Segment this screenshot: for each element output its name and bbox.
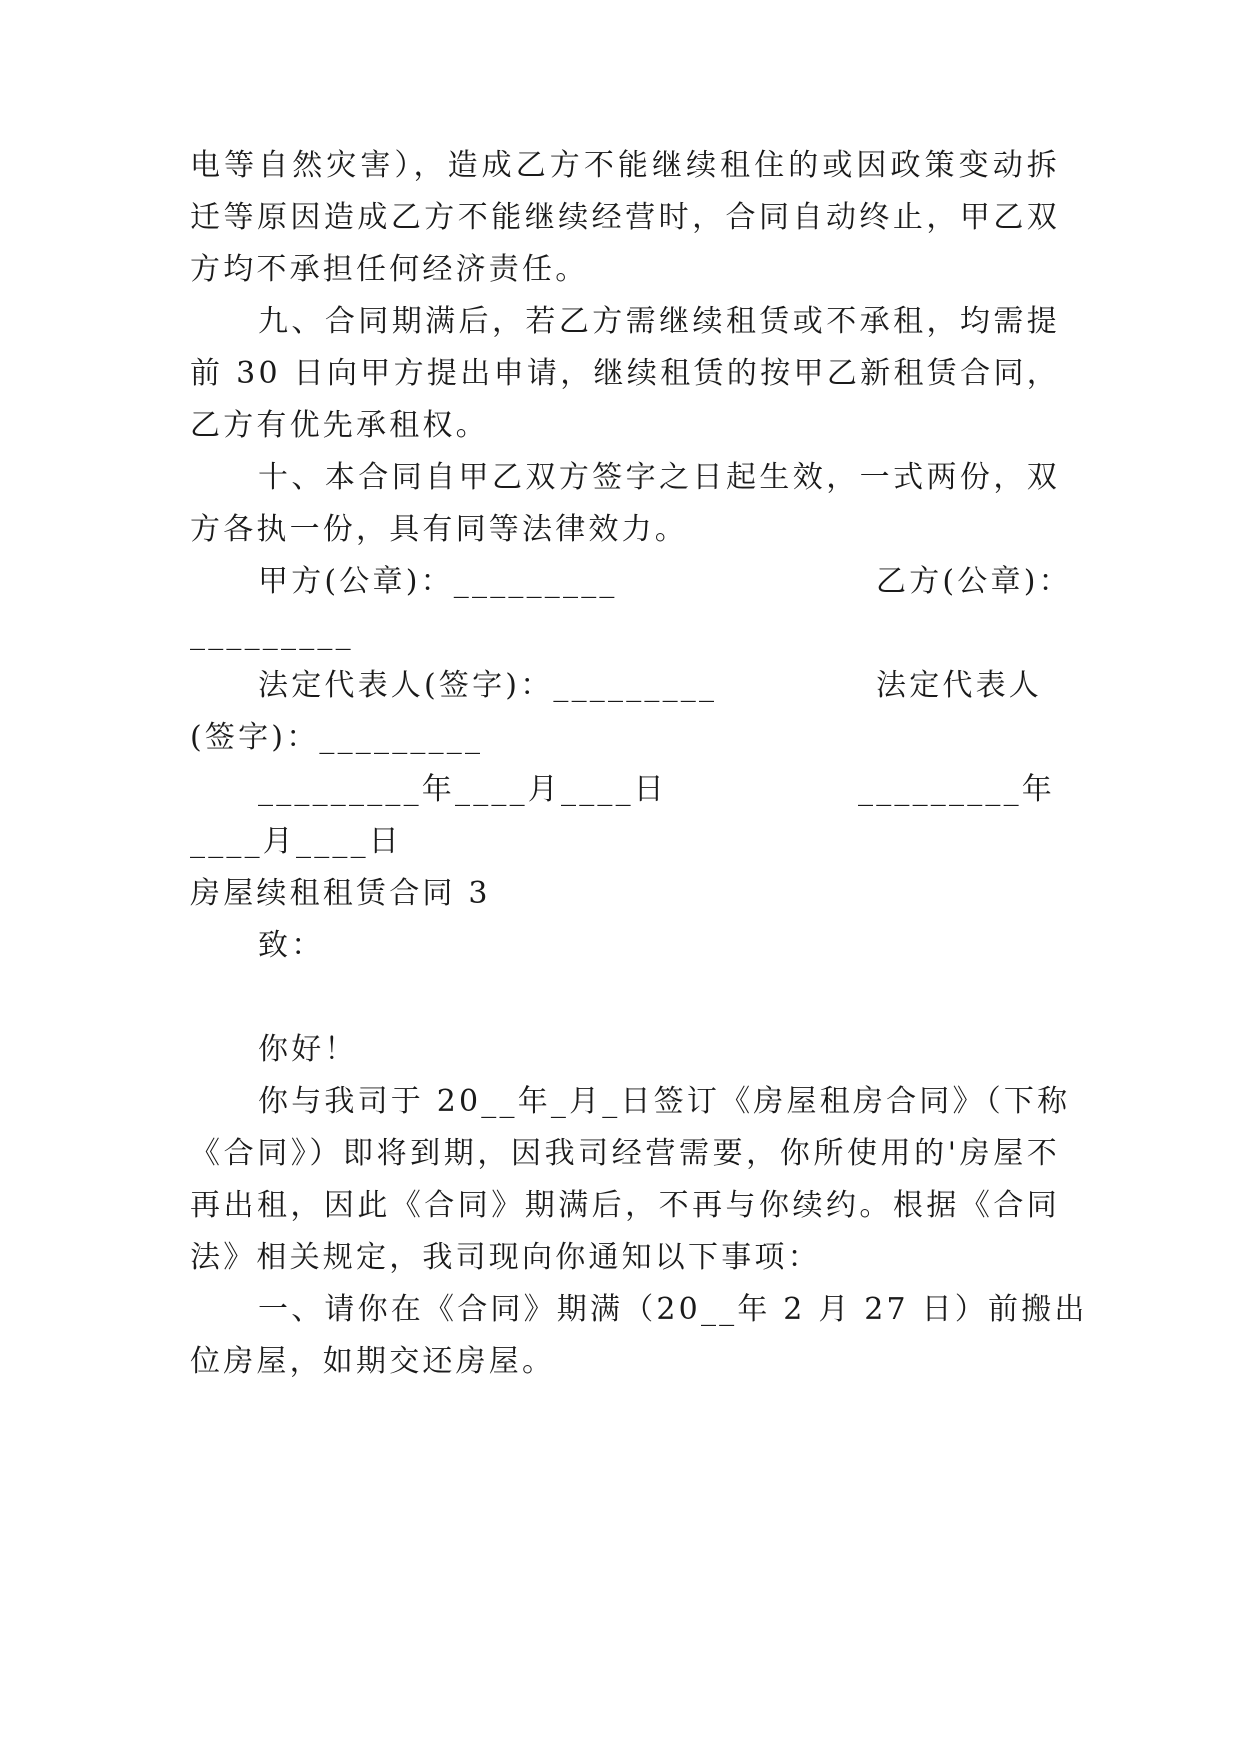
clause-ten-line: 方各执一份，具有同等法律效力。 xyxy=(190,512,688,547)
notice-greeting: 你好！ xyxy=(258,1032,358,1067)
party-b-representative: 法定代表人 xyxy=(876,668,1042,703)
party-a-seal: 甲方(公章)：_________ xyxy=(258,564,618,599)
party-a-representative: 法定代表人(签字)：_________ xyxy=(258,668,718,703)
clause-ten-line: 十、本合同自甲乙双方签字之日起生效，一式两份，双 xyxy=(258,460,1060,495)
clause-nine-line: 乙方有优先承租权。 xyxy=(190,408,489,443)
party-a-date: _________年____月____日 xyxy=(258,772,667,807)
party-b-seal: 乙方(公章)： xyxy=(876,564,1072,599)
party-b-date: _________年 xyxy=(858,772,1055,807)
notice-addressee: 致： xyxy=(258,928,325,963)
notice-body-line: 法》相关规定，我司现向你通知以下事项： xyxy=(190,1240,821,1275)
paragraph-line: 迁等原因造成乙方不能继续经营时，合同自动终止，甲乙双 xyxy=(190,200,1060,235)
party-b-representative-cont: (签字)：_________ xyxy=(190,720,484,755)
party-b-seal-blank: _________ xyxy=(190,616,354,651)
notice-body-line: 你与我司于 20__年_月_日签订《房屋租房合同》（下称 xyxy=(258,1084,1071,1119)
paragraph-line: 方均不承担任何经济责任。 xyxy=(190,252,589,287)
clause-nine-line: 九、合同期满后，若乙方需继续租赁或不承租，均需提 xyxy=(258,304,1060,339)
notice-body-line: 再出租，因此《合同》期满后，不再与你续约。根据《合同 xyxy=(190,1188,1060,1223)
notice-body-line: 《合同》）即将到期，因我司经营需要，你所使用的'房屋不 xyxy=(190,1136,1060,1171)
section-title: 房屋续租租赁合同 3 xyxy=(190,876,491,911)
clause-nine-line: 前 30 日向甲方提出申请，继续租赁的按甲乙新租赁合同， xyxy=(190,356,1060,391)
paragraph-line: 电等自然灾害），造成乙方不能继续租住的或因政策变动拆 xyxy=(190,148,1060,183)
notice-item-one-line: 一、请你在《合同》期满（20__年 2 月 27 日）前搬出 xyxy=(258,1292,1088,1327)
notice-item-one-line: 位房屋，如期交还房屋。 xyxy=(190,1344,556,1379)
party-b-date-cont: ____月____日 xyxy=(190,824,402,859)
